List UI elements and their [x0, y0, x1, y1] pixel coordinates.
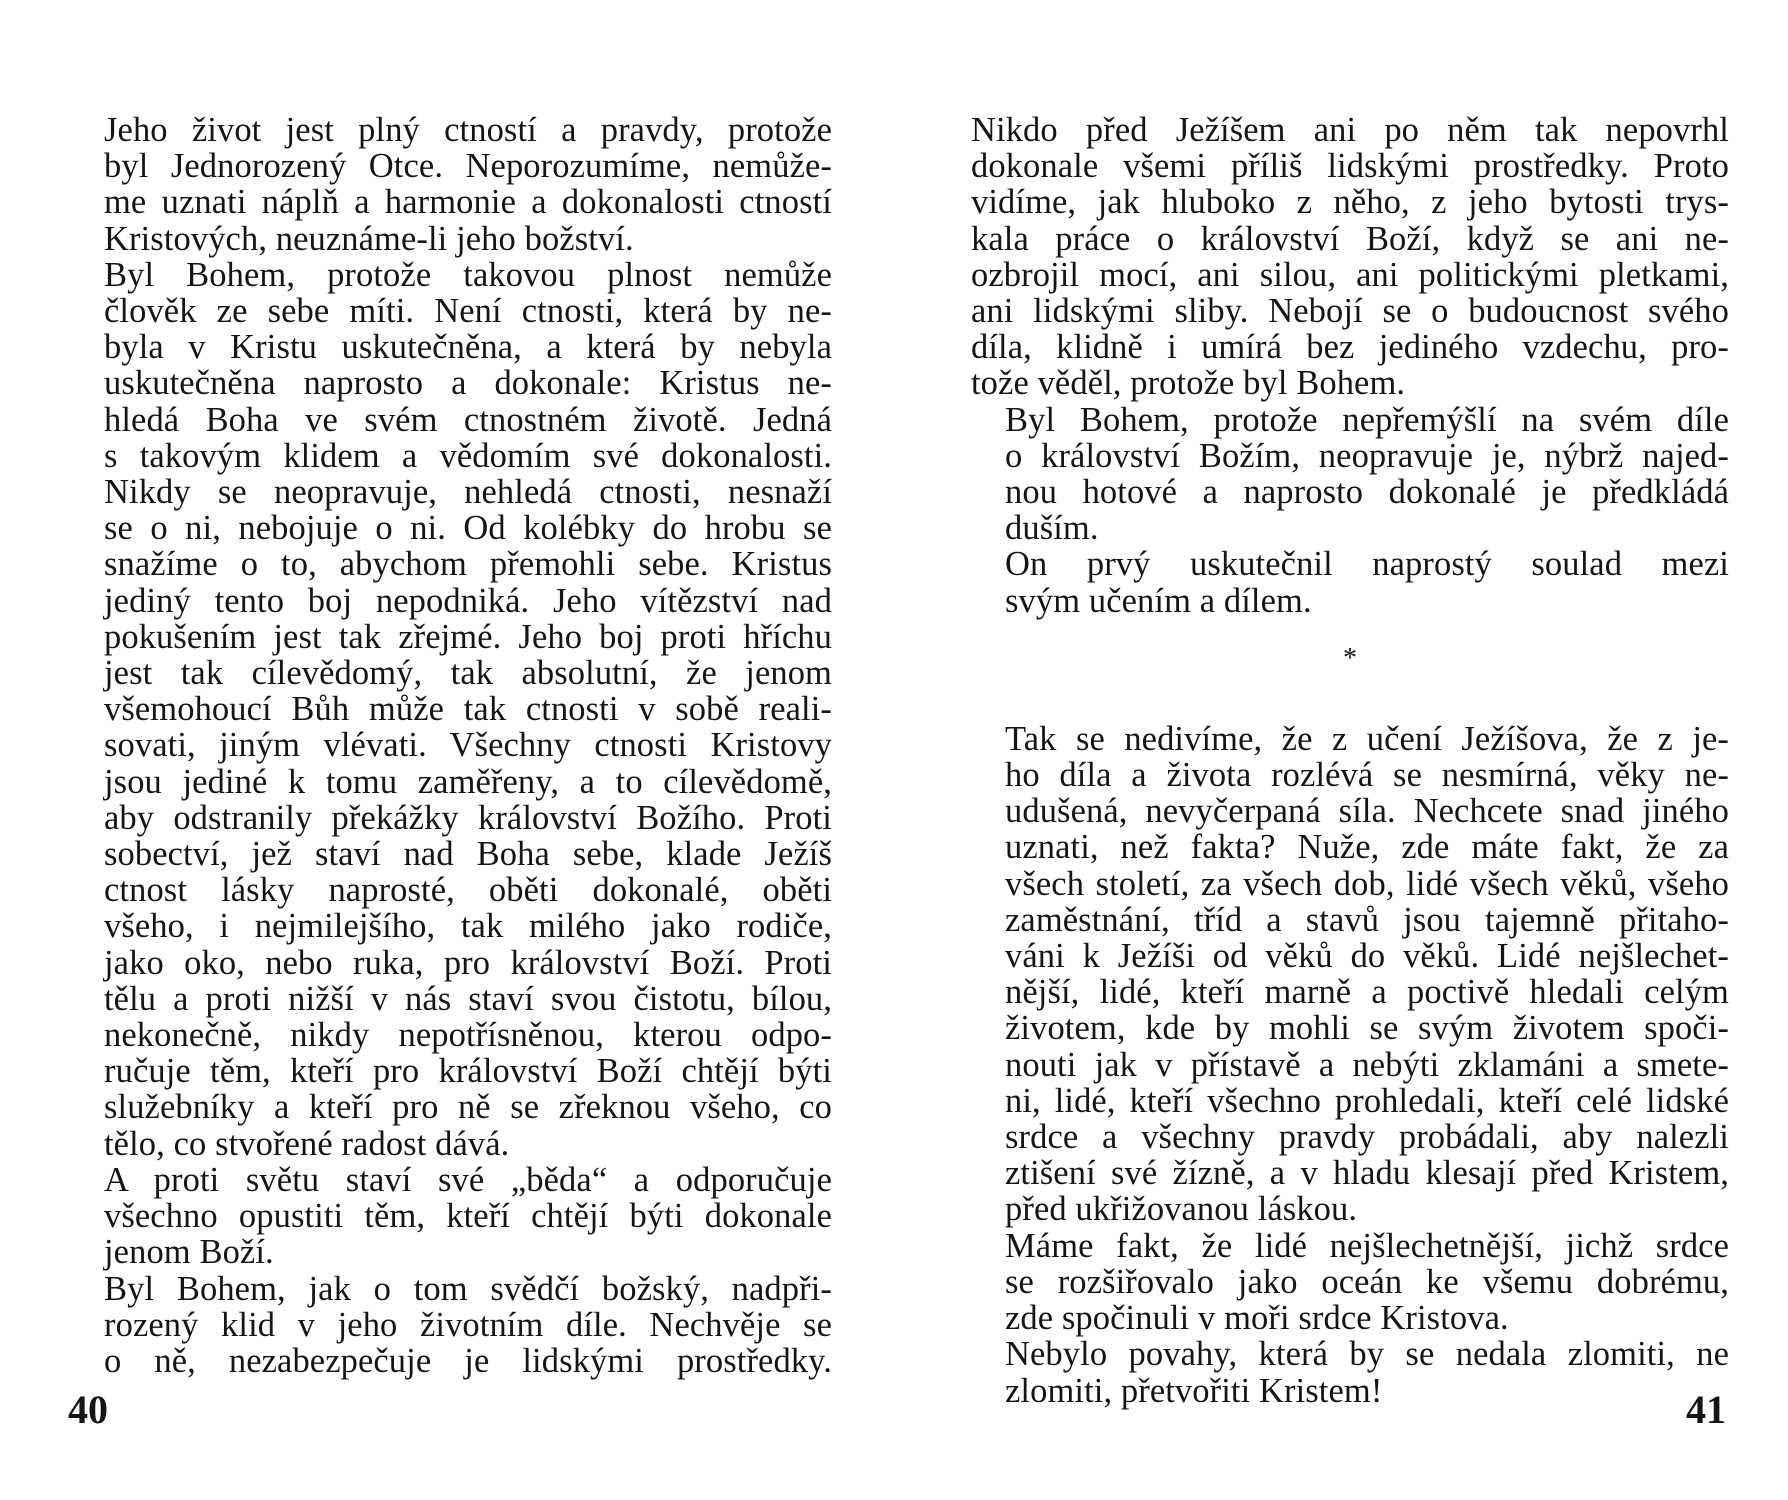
- text-line: kala práce o království Boží, když se ani ne-: [971, 219, 1729, 258]
- text-line: udušená, nevyčerpaná síla. Nechcete snad jiného: [1005, 792, 1729, 831]
- text-line: jest tak cílevědomý, tak absolutní, že jenom: [104, 654, 832, 693]
- text-line: uznati, než fakta? Nuže, zde máte fakt, že za: [1005, 828, 1729, 867]
- text-line: se rozšiřovalo jako oceán ke všemu dobrému,: [1005, 1262, 1729, 1301]
- text-line: sovati, jiným vlévati. Všechny ctnosti Kristovy: [104, 726, 832, 765]
- text-line: nekonečně, nikdy nepotřísněnou, kterou odpo-: [104, 1016, 832, 1055]
- left-page-text: [70, 112, 832, 1379]
- text-line: rozený klid v jeho životním díle. Nechvěje se: [104, 1305, 832, 1344]
- paragraph: [70, 1162, 832, 1271]
- page-number-right: 41: [1686, 1387, 1726, 1432]
- text-line: me uznati náplň a harmonie a dokonalosti ctností: [104, 183, 832, 222]
- text-line: zlomiti, přetvořiti Kristem!: [1005, 1371, 1383, 1410]
- paragraph: [70, 257, 832, 1162]
- text-line: A proti světu staví své „běda“ a odporučuje: [104, 1160, 832, 1199]
- paragraph: [971, 546, 1729, 618]
- text-line: jenom Boží.: [104, 1233, 274, 1272]
- right-page: [971, 112, 1729, 1409]
- text-line: o království Božím, neopravuje je, nýbrž najed-: [1005, 436, 1729, 475]
- text-line: Máme fakt, že lidé nejšlechetnější, jichž srdce: [1005, 1226, 1729, 1265]
- paragraph: [971, 112, 1729, 402]
- text-line: Nikdy se neopravuje, nehledá ctnosti, nesnaží: [104, 473, 832, 512]
- text-line: vidíme, jak hluboko z něho, z jeho bytosti trys-: [971, 183, 1729, 222]
- paragraph: [971, 721, 1729, 1228]
- paragraph: [971, 402, 1729, 547]
- text-line: tělo, co stvořené radost dává.: [104, 1124, 510, 1163]
- text-line: jsou jediné k tomu zaměřeny, a to cílevědomě,: [104, 762, 832, 801]
- text-line: Kristových, neuznáme-li jeho božství.: [104, 219, 634, 258]
- paragraph: [971, 1228, 1729, 1337]
- text-line: pokušením jest tak zřejmé. Jeho boj proti hříchu: [104, 617, 832, 656]
- text-line: sobectví, jež staví nad Boha sebe, klade Ježíš: [104, 835, 832, 874]
- text-line: ctnost lásky naprosté, oběti dokonalé, oběti: [104, 871, 832, 910]
- text-line: o ně, nezabezpečuje je lidskými prostředky.: [104, 1341, 832, 1380]
- text-line: byl Jednorozený Otce. Neporozumíme, nemůže-: [104, 147, 832, 186]
- text-line: svým učením a dílem.: [1005, 581, 1312, 620]
- text-line: ozbrojil mocí, ani silou, ani politickými pletkami,: [971, 255, 1729, 294]
- text-line: ni, lidé, kteří všechno prohledali, kteří celé lidské: [1005, 1081, 1729, 1120]
- right-page-text-before-break: [971, 112, 1729, 619]
- paragraph: [70, 112, 832, 257]
- text-line: Jeho život jest plný ctností a pravdy, protože: [104, 111, 832, 149]
- text-line: snažíme o to, abychom přemohli sebe. Kristus: [104, 545, 832, 584]
- text-line: Nikdo před Ježíšem ani po něm tak nepovrhl: [971, 111, 1729, 149]
- text-line: všechno opustiti těm, kteří chtějí býti dokonale: [104, 1197, 832, 1236]
- text-line: dokonale všemi příliš lidskými prostředky. Proto: [971, 147, 1729, 186]
- text-line: váni k Ježíši od věků do věků. Lidé nejšlechet-: [1005, 937, 1729, 976]
- text-line: ručuje těm, kteří pro království Boží chtějí býti: [104, 1052, 832, 1091]
- text-line: nější, lidé, kteří marně a poctivě hledali celým: [1005, 973, 1729, 1012]
- section-break-asterisk: *: [1342, 642, 1358, 674]
- text-line: před ukřižovanou láskou.: [1005, 1190, 1358, 1229]
- text-line: Tak se nedivíme, že z učení Ježíšova, že z je-: [1005, 719, 1729, 758]
- text-line: jediný tento boj nepodniká. Jeho vítězství nad: [104, 581, 832, 620]
- text-line: Nebylo povahy, která by se nedala zlomiti, ne: [1005, 1335, 1729, 1374]
- text-line: hledá Boha ve svém ctnostném životě. Jedná: [104, 400, 832, 439]
- text-line: Byl Bohem, jak o tom svědčí božský, nadpři-: [104, 1269, 832, 1308]
- page-number-left: 40: [68, 1387, 108, 1432]
- text-line: tože věděl, protože byl Bohem.: [971, 364, 1406, 403]
- paragraph: [971, 1336, 1729, 1408]
- text-line: On prvý uskutečnil naprostý soulad mezi: [1005, 545, 1729, 584]
- text-line: všemohoucí Bůh může tak ctnosti v sobě reali-: [104, 690, 832, 729]
- text-line: se o ni, nebojuje o ni. Od kolébky do hrobu se: [104, 509, 832, 548]
- text-line: nou hotové a naprosto dokonalé je předkládá: [1005, 473, 1729, 512]
- text-line: všeho, i nejmilejšího, tak milého jako rodiče,: [104, 907, 832, 946]
- text-line: životem, kde by mohli se svým životem spoči-: [1005, 1009, 1729, 1048]
- text-line: s takovým klidem a vědomím své dokonalosti.: [104, 436, 832, 475]
- text-line: aby odstranily překážky království Božího. Proti: [104, 798, 832, 837]
- text-line: srdce a všechny pravdy probádali, aby nalezli: [1005, 1118, 1729, 1157]
- text-line: všech století, za všech dob, lidé všech věků, všeho: [1005, 864, 1729, 903]
- paragraph: [70, 1271, 832, 1380]
- text-line: Byl Bohem, protože takovou plnost nemůže: [104, 255, 832, 294]
- text-line: jako oko, nebo ruka, pro království Boží. Proti: [104, 943, 832, 982]
- text-line: služebníky a kteří pro ně se zřeknou všeho, co: [104, 1088, 832, 1127]
- text-line: nouti jak v přístavě a nebýti zklamáni a smete-: [1005, 1045, 1729, 1084]
- text-line: duším.: [1005, 509, 1099, 548]
- text-line: tělu a proti nižší v nás staví svou čistotu, bílou,: [104, 979, 832, 1018]
- text-line: uskutečněna naprosto a dokonale: Kristus ne-: [104, 364, 832, 403]
- text-line: Byl Bohem, protože nepřemýšlí na svém díle: [1005, 400, 1729, 439]
- text-line: ani lidskými sliby. Nebojí se o budoucnost svého: [971, 292, 1729, 331]
- text-line: byla v Kristu uskutečněna, a která by nebyla: [104, 328, 832, 367]
- text-line: ho díla a života rozlévá se nesmírná, věky ne-: [1005, 756, 1729, 795]
- text-line: ztišení své žízně, a v hladu klesají před Kristem,: [1005, 1154, 1729, 1193]
- text-line: zde spočinuli v moři srdce Kristova.: [1005, 1299, 1509, 1338]
- right-page-text-after-break: [971, 721, 1729, 1409]
- left-page: [70, 112, 832, 1379]
- text-line: díla, klidně i umírá bez jediného vzdechu, pro-: [971, 328, 1729, 367]
- text-line: zaměstnání, tříd a stavů jsou tajemně přitaho-: [1005, 900, 1729, 939]
- text-line: člověk ze sebe míti. Není ctnosti, která by ne-: [104, 292, 832, 331]
